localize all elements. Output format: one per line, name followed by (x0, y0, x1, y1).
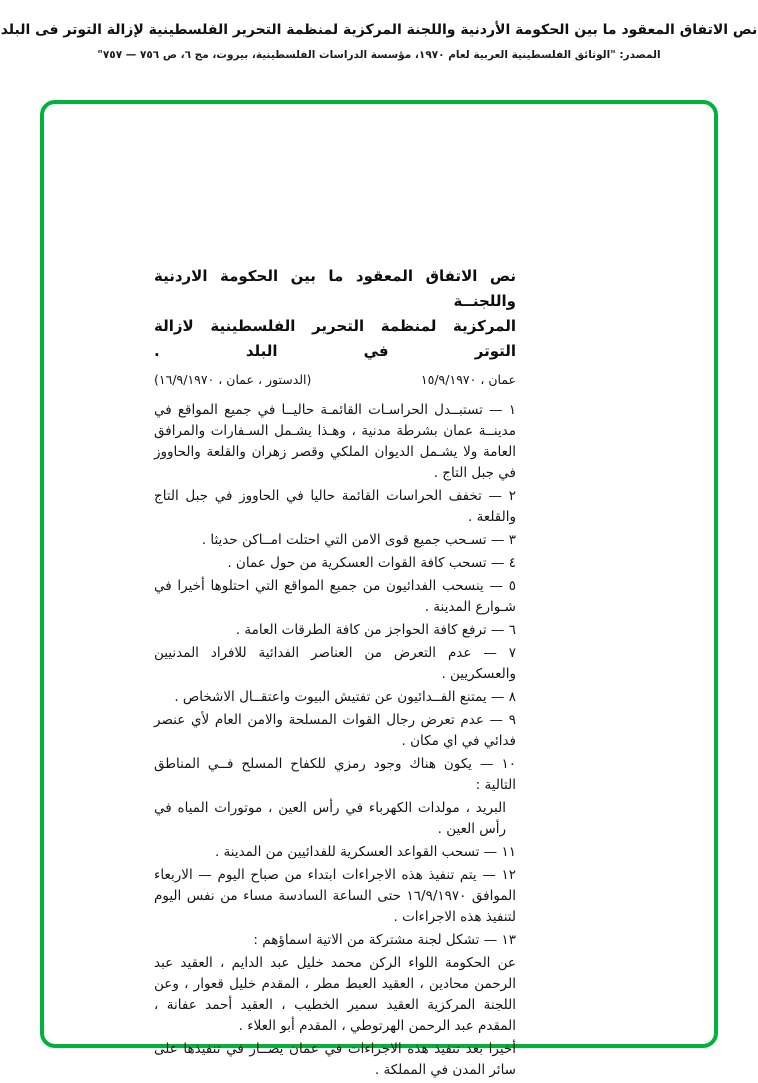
clause-4: ٤ — تسحب كافة القوات العسكرية من حول عمان . (227, 555, 516, 571)
clause-5: ٥ — ينسحب الفدائيون من جميع المواقع التي احتلوها أخيرا في شـوارع المدينة . (154, 578, 516, 615)
clause-12: ١٢ — يتم تنفيذ هذه الاجراءات ابتداء من صباح اليوم — الاربعاء الموافق ١٦/٩/١٩٧٠ حتى الساعة السادسة مساء من نفس اليوم لتنفيذ هذه الاجراءات . (154, 867, 516, 925)
clause-3: ٣ — تسـحب جميع قوى الامن التي احتلت امــاكن حديثا . (201, 532, 516, 548)
dateline-newspaper-citation: (الدستور ، عمان ، ١٦/٩/١٩٧٠) (154, 372, 312, 387)
clause-11: ١١ — تسحب القواعد العسكرية للفدائيين من المدينة . (214, 844, 516, 860)
clause-9: ٩ — عدم تعرض رجال القوات المسلحة والامن العام لأي عنصر فدائي في اي مكان . (154, 712, 516, 749)
page-header (0, 20, 758, 63)
document-title-line1: نص الاتفاق المعقود ما بين الحكومة الاردنية واللجنــة (154, 267, 516, 310)
clause-6: ٦ — ترفع كافة الحواجز من كافة الطرقات العامة . (235, 622, 516, 638)
clause-7: ٧ — عدم التعرض من العناصر الفدائية للافراد المدنيين والعسكريين . (154, 645, 516, 682)
document-title-line2: المركزية لمنظمة التحرير الفلسطينية لازالة التوتر في البلد . (154, 317, 516, 360)
clause-13-names: عن الحكومة اللواء الركن محمد خليل عبد الدايم ، العقيد عبد الرحمن محادين ، العقيد العبط مطر ، المقدم خليل قعوار ، وعن اللجنة المركزية العقيد سمير الخطيب ، العقيد أحمد عفانة ، المقدم عبد الرحمن الهرتوطي ، المقدم أبو العلاء . (154, 955, 516, 1034)
clause-10: ١٠ — يكون هناك وجود رمزي للكفاح المسلح فــي المناطق التالية : (154, 756, 516, 793)
dateline-place-date: عمان ، ١٥/٩/١٩٧٠ (420, 372, 516, 387)
document-body (154, 264, 516, 1083)
clause-8: ٨ — يمتنع الفــدائيون عن تفتيش البيوت واعتقــال الاشخاص . (174, 689, 516, 705)
document-frame (40, 100, 718, 1078)
dateline (154, 370, 516, 390)
header-title: نص الاتفاق المعقود ما بين الحكومة الأردنية واللجنة المركزية لمنظمة التحرير الفلسطينية لإزالة التوتر فى البلد (0, 22, 758, 38)
clause-10-locations: البريد ، مولدات الكهرباء في رأس العين ، موتورات المياه في رأس العين . (154, 800, 506, 837)
clause-13: ١٣ — تشكل لجنة مشتركة من الاتية اسماؤهم : (253, 932, 516, 948)
header-source-citation: المصدر: "الوثائق الفلسطينية العربية لعام ١٩٧٠، مؤسسة الدراسات الفلسطينية، بيروت، مج ٦، ص ٧٥٦ — ٧٥٧" (97, 49, 661, 61)
clause-2: ٢ — تخفف الحراسات القائمة حاليا في الحاووز في جبل التاج والقلعة . (154, 488, 516, 525)
clause-1: ١ — تستبــدل الحراسـات القائمـة حاليــا في جميع المواقع في مدينــة عمان بشرطة مدنية ، وهـذا يشـمل السـفارات والمرافق العامة ولا يشـمل الديوان الملكي وقصر زهران والقلعة والحاووز في جبل التاج . (154, 402, 516, 481)
document-title (154, 264, 516, 364)
closing-paragraph: أخيرا بعد تنفيذ هذه الاجراءات في عمان يصــار في تنفيذها على سائر المدن في المملكة . (154, 1041, 516, 1078)
clauses-list (154, 400, 516, 1081)
